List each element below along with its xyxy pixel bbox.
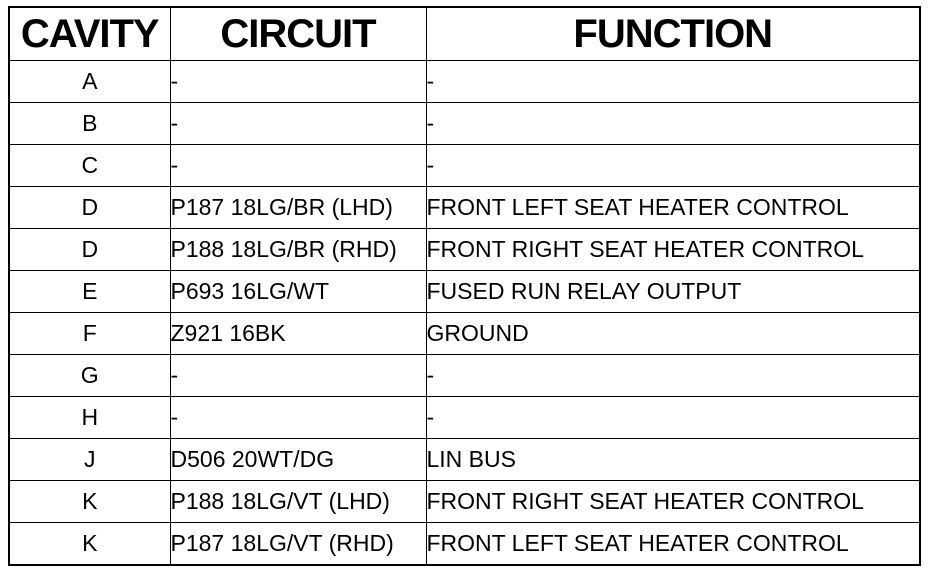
table-row [9, 397, 920, 439]
table-row [9, 103, 920, 145]
table-row [9, 229, 920, 271]
circuit-cell: - [170, 355, 426, 397]
circuit-cell: Z921 16BK [170, 313, 426, 355]
circuit-cell: P188 18LG/VT (LHD) [170, 481, 426, 523]
table-row [9, 481, 920, 523]
connector-pinout-table [8, 6, 921, 566]
function-cell: GROUND [426, 313, 920, 355]
cavity-cell: H [9, 397, 170, 439]
cavity-cell: K [9, 523, 170, 566]
header-row [9, 7, 920, 61]
circuit-cell: - [170, 61, 426, 103]
cavity-cell: F [9, 313, 170, 355]
circuit-cell: P187 18LG/VT (RHD) [170, 523, 426, 566]
cavity-cell: K [9, 481, 170, 523]
cavity-cell: C [9, 145, 170, 187]
function-cell: FUSED RUN RELAY OUTPUT [426, 271, 920, 313]
cavity-cell: B [9, 103, 170, 145]
table-row [9, 439, 920, 481]
circuit-cell: P187 18LG/BR (LHD) [170, 187, 426, 229]
circuit-cell: - [170, 145, 426, 187]
table-row [9, 187, 920, 229]
table-row [9, 523, 920, 566]
table-row [9, 355, 920, 397]
function-cell: - [426, 103, 920, 145]
circuit-cell: P693 16LG/WT [170, 271, 426, 313]
function-cell: LIN BUS [426, 439, 920, 481]
circuit-cell: - [170, 397, 426, 439]
circuit-cell: P188 18LG/BR (RHD) [170, 229, 426, 271]
header-function: FUNCTION [426, 7, 920, 61]
function-cell: FRONT LEFT SEAT HEATER CONTROL [426, 187, 920, 229]
header-cavity: CAVITY [9, 7, 170, 61]
circuit-cell: - [170, 103, 426, 145]
table-row [9, 145, 920, 187]
table-row [9, 313, 920, 355]
cavity-cell: J [9, 439, 170, 481]
function-cell: - [426, 397, 920, 439]
cavity-cell: A [9, 61, 170, 103]
function-cell: - [426, 145, 920, 187]
table-row [9, 61, 920, 103]
function-cell: - [426, 355, 920, 397]
cavity-cell: G [9, 355, 170, 397]
cavity-cell: E [9, 271, 170, 313]
cavity-cell: D [9, 229, 170, 271]
function-cell: FRONT RIGHT SEAT HEATER CONTROL [426, 229, 920, 271]
header-circuit: CIRCUIT [170, 7, 426, 61]
function-cell: FRONT LEFT SEAT HEATER CONTROL [426, 523, 920, 566]
function-cell: FRONT RIGHT SEAT HEATER CONTROL [426, 481, 920, 523]
table-row [9, 271, 920, 313]
function-cell: - [426, 61, 920, 103]
cavity-cell: D [9, 187, 170, 229]
circuit-cell: D506 20WT/DG [170, 439, 426, 481]
